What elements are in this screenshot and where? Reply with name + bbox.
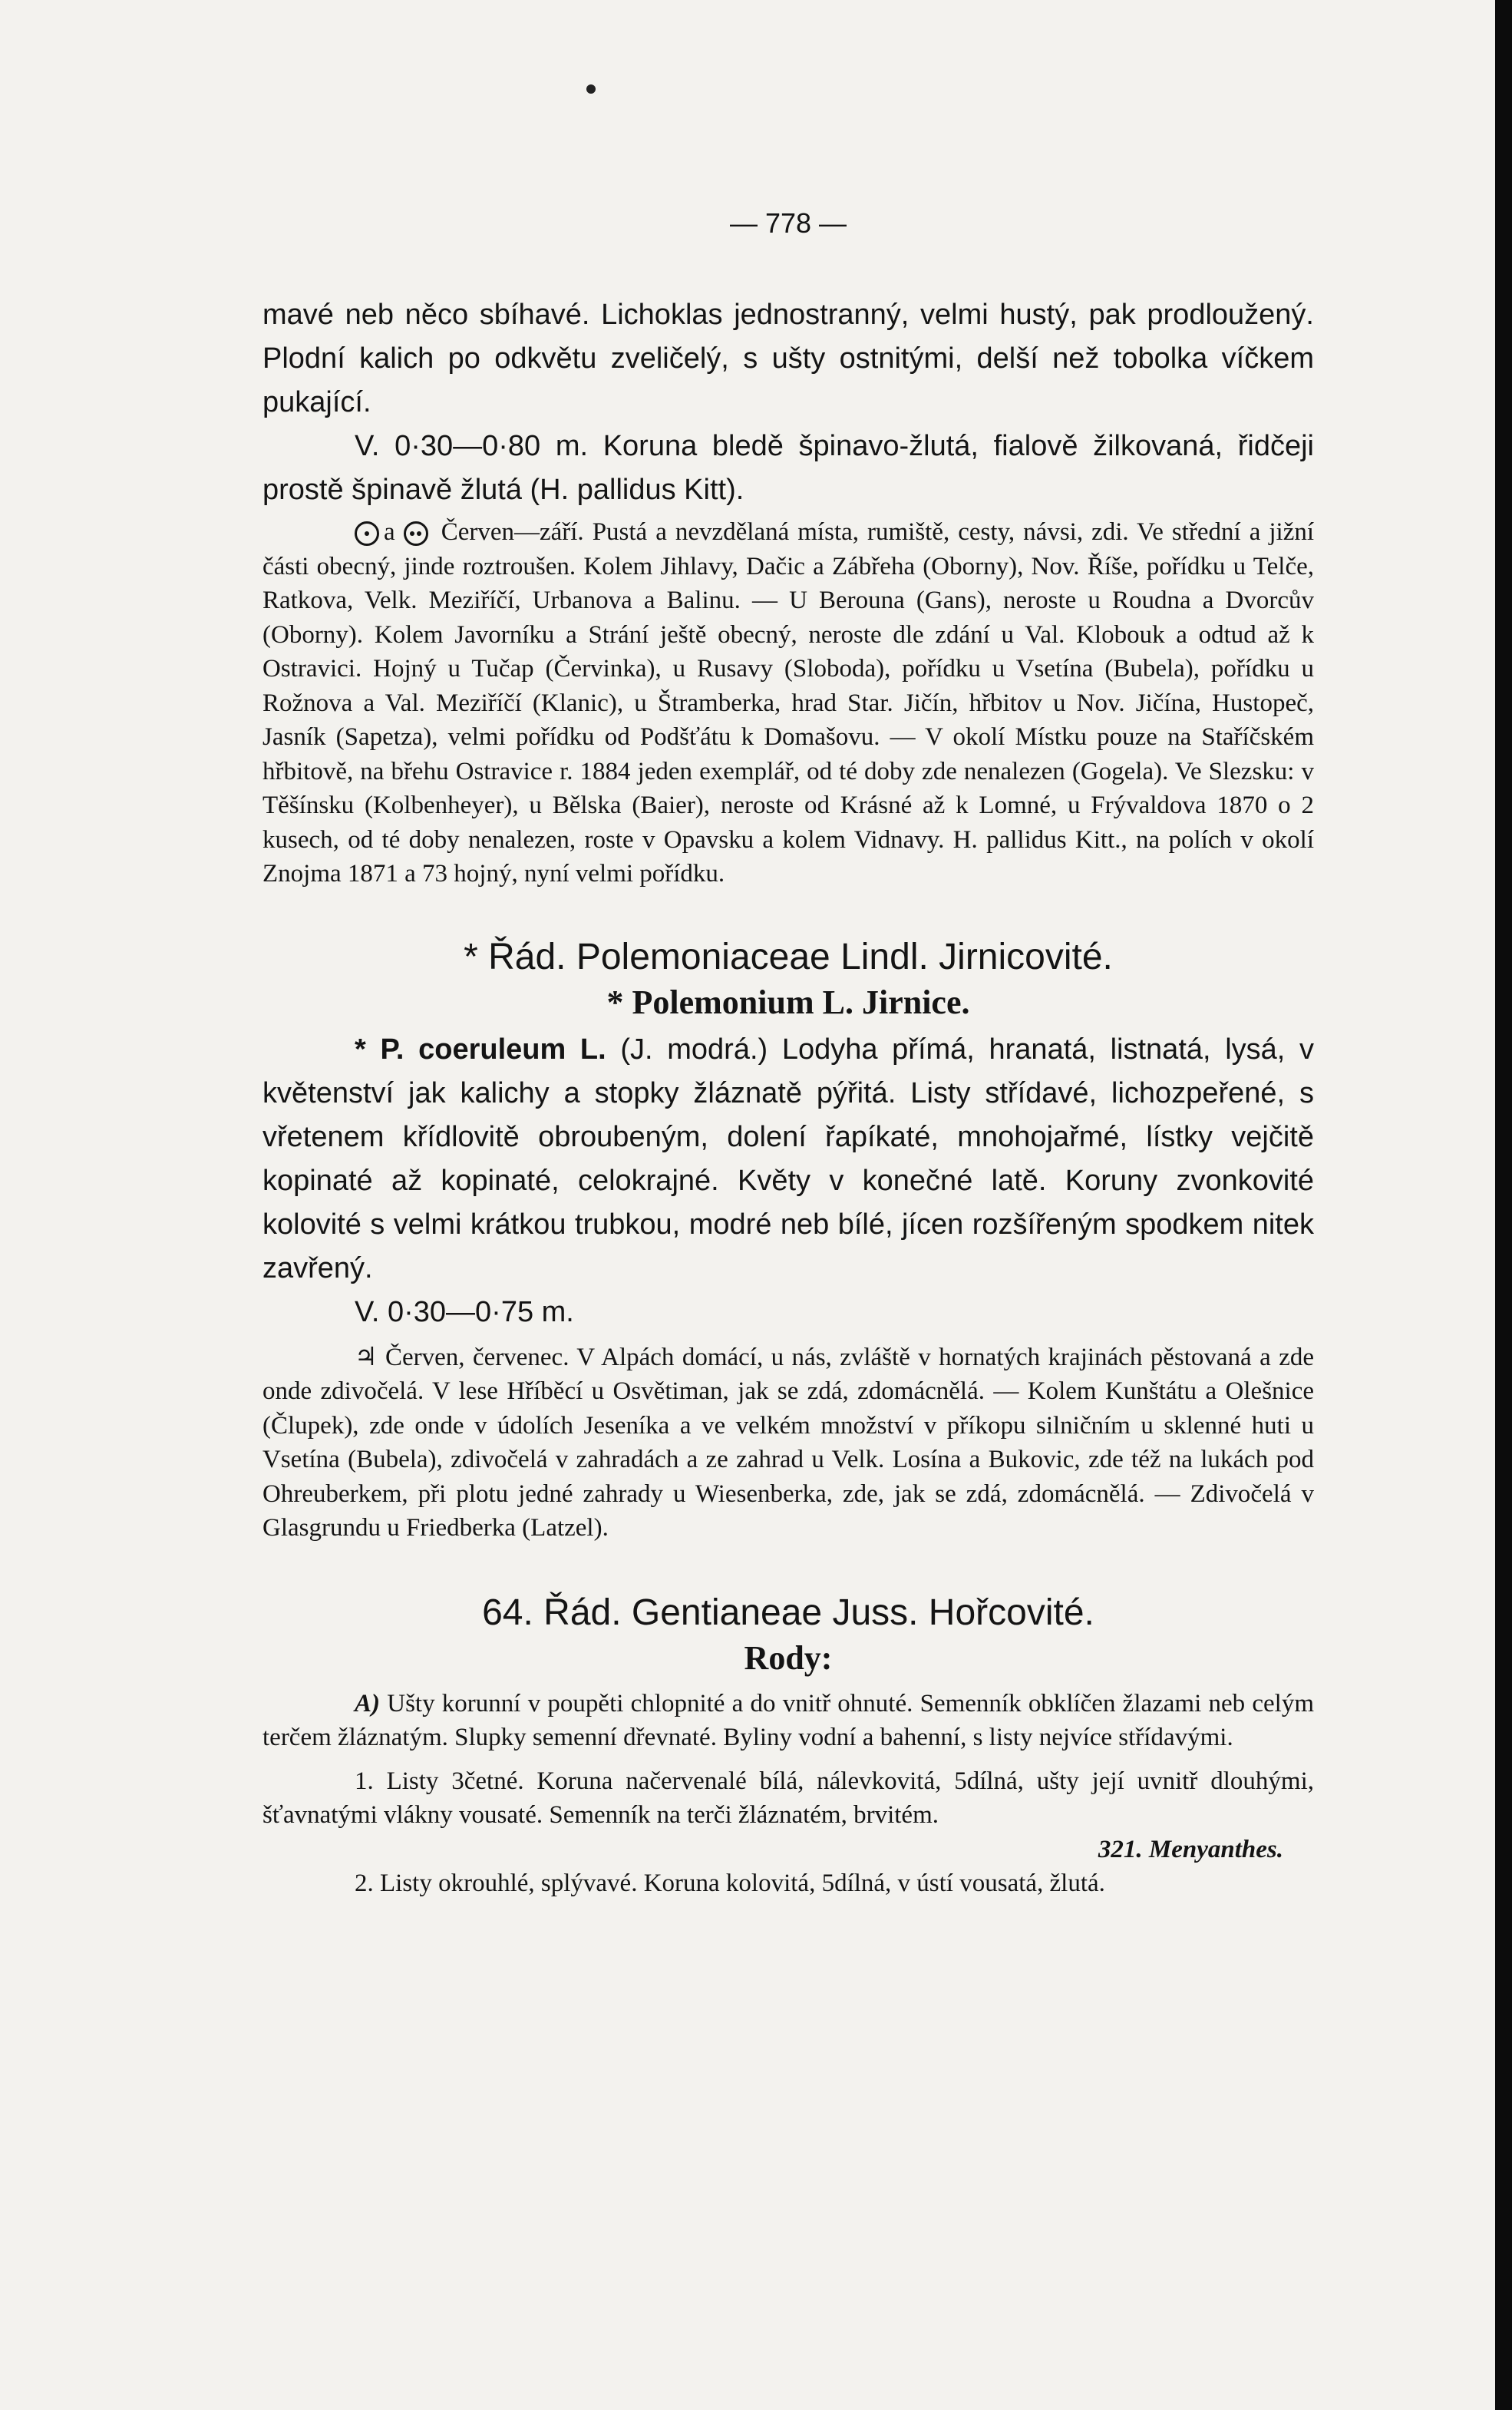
order-heading-polemoniaceae: * Řád. Polemoniaceae Lindl. Jirnicovité. bbox=[464, 936, 1113, 977]
paragraph-description-end: mavé neb něco sbíhavé. Lichoklas jednostranný, velmi hustý, pak prodloužený. Plodní kalich po odkvětu zveličelý, s ušty ostnitými, delší než tobolka víčkem pukající. bbox=[262, 299, 1314, 418]
species-size: V. 0·30—0·75 m. bbox=[355, 1295, 574, 1328]
biennial-symbol-icon bbox=[404, 521, 428, 546]
order-heading-gentianeae: 64. Řád. Gentianeae Juss. Hořcovité. bbox=[482, 1592, 1094, 1633]
scan-edge bbox=[1495, 0, 1512, 2410]
key-label-a: A) bbox=[355, 1689, 380, 1717]
page-number: — 778 — bbox=[729, 207, 847, 239]
genus-menyanthes: 321. Menyanthes. bbox=[1098, 1835, 1283, 1863]
distribution-text: Červen—září. Pustá a nevzdělaná místa, rumiště, cesty, návsi, zdi. Ve střední a jižní části obecný, jinde roztroušen. Kolem Jihlavy, Dačic a Zábřeha (Oborny), Nov. Říše, pořídku u Telče, Ratkova, Velk. Meziříčí, Urbanova a Balinu. — U Berouna (Gans), neroste u Roudna a Dvorcův (Oborny). Kolem Javorníku a Strání ještě obecný, neroste dle zdání u Val. Klobouk a odtud až k Ostravici. Hojný u Tučap (Červinka), u Rusavy (Sloboda), pořídku u Vsetína (Bubela), pořídku u Rožnova a Val. Meziříčí (Klanic), u Štramberka, hrad Star. Jičín, hřbitov u Nov. Jičína, Hustopeč, Jasník (Sapetza), velmi pořídku od Podšťátu k Domašovu. — V okolí Místku pouze na Staříčském hřbitově, na břehu Ostravice r. 1884 jeden exemplář, od té doby zde nenalezen (Gogela). Ve Slezsku: v Těšínsku (Kolbenheyer), u Bělska (Baier), neroste od Krásné až k Lomné, u Frývaldova 1870 o 2 kusech, od té doby nenalezen, roste v Opavsku a kolem Vidnavy. H. pallidus Kitt., na polích v okolí Znojma 1871 a 73 hojný, nyní velmi pořídku. bbox=[262, 518, 1315, 888]
key-item-2: 2. Listy okrouhlé, splývavé. Koruna kolovitá, 5dílná, v ústí vousatá, žlutá. bbox=[355, 1869, 1105, 1897]
paragraph-size-color: V. 0·30—0·80 m. Koruna bledě špinavo-žlutá, fialově žilkovaná, řidčeji prostě špinavě žlutá (H. pallidus Kitt). bbox=[262, 430, 1314, 506]
species-name: * P. coeruleum L. bbox=[355, 1033, 606, 1066]
species-description bbox=[262, 1028, 1314, 1291]
genera-heading: Rody: bbox=[744, 1638, 833, 1677]
key-text-a: Ušty korunní v poupěti chlopnité a do vnitř ohnuté. Semenník obklíčen žlazami neb celým terčem žláznatým. Slupky semenní dřevnaté. Byliny vodní a bahenní, s listy nejvíce střídavými. bbox=[262, 1689, 1315, 1751]
conjunction: a bbox=[384, 518, 395, 546]
key-section-a bbox=[262, 1687, 1314, 1755]
genus-heading-polemonium: * Polemonium L. Jirnice. bbox=[606, 983, 970, 1021]
page-body bbox=[262, 207, 1314, 1901]
annual-symbol-icon bbox=[355, 521, 379, 546]
scan-dot bbox=[586, 84, 596, 94]
key-item-1: 1. Listy 3četné. Koruna načervenalé bílá, nálevkovitá, 5dílná, ušty její uvnitř dlouhými, šťavnatými vlákny vousaté. Semenník na terči žláznatém, brvitém. bbox=[262, 1767, 1314, 1829]
paragraph-distribution bbox=[262, 515, 1314, 891]
species-habitat: ♃ Červen, červenec. V Alpách domácí, u nás, zvláště v hornatých krajinách pěstovaná a zde onde zdivočelá. V lese Hříběcí u Osvětiman, jak se zdá, zdomácnělá. — Kolem Kunštátu a Olešnice (Člupek), zde onde v údolích Jeseníka a ve velkém množství v příkopu silničním u sklenné huti u Vsetína (Bubela), zdivočelá v zahradách a ze zahrad u Velk. Losína a Bukovic, zde též na lukách pod Ohreuberkem, při plotu jedné zahrady u Wiesenberka, zde, jak se zdá, zdomácnělá. — Zdivočelá v Glasgrundu u Friedberka (Latzel). bbox=[262, 1343, 1314, 1542]
species-description-text: (J. modrá.) Lodyha přímá, hranatá, listnatá, lysá, v květenství jak kalichy a stopky žláznatě pýřitá. Listy střídavé, lichozpeřené, s vřetenem křídlovitě obroubeným, dolení řapíkaté, mnohojařmé, lístky vejčitě kopinaté až kopinaté, celokrajné. Květy v konečné latě. Koruny zvonkovité kolovité s velmi krátkou trubkou, modré neb bílé, jícen rozšířeným spodkem nitek zavřený. bbox=[262, 1033, 1315, 1284]
